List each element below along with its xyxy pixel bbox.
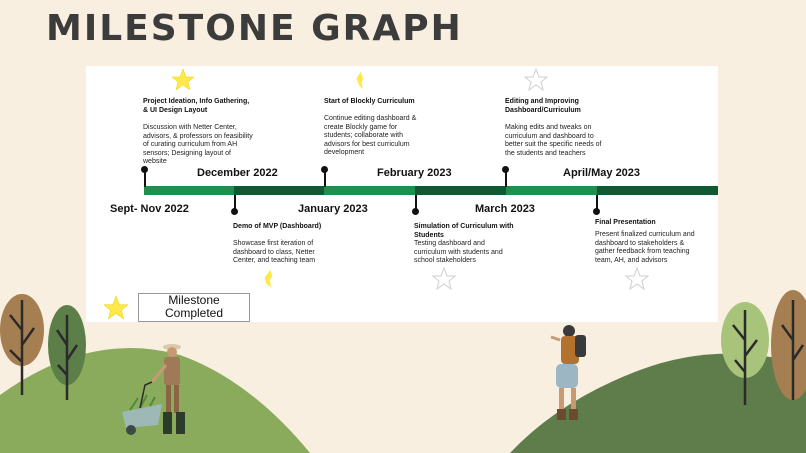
marker-stem [415, 195, 417, 209]
milestone-description: Present finalized curriculum and dashboard to stakeholders & gather feedback from teaching team, AH, and advisors [595, 231, 695, 264]
milestone-heading: Simulation of Curriculum with Students [414, 223, 514, 239]
milestone-description: Testing dashboard and curriculum with students and school stakeholders [414, 240, 503, 264]
milestone-description: Discussion with Netter Center, advisors, & professors on feasibility of curating curriculum from AH sensors; Designing layout of website [143, 124, 253, 165]
right-hill [510, 354, 806, 453]
star-icon [625, 267, 649, 291]
timeline-segment [234, 186, 324, 195]
date-label: March 2023 [475, 203, 535, 215]
milestone-marker [593, 208, 600, 215]
timeline-segment [144, 186, 234, 195]
milestone-description: Showcase first iteration of dashboard to class, Netter Center, and teaching team [233, 240, 316, 264]
milestone-heading: Project Ideation, Info Gathering, & UI Design Layout [143, 98, 250, 114]
legend-label: Milestone Completed [138, 293, 250, 322]
legend-star-icon [103, 295, 129, 321]
marker-stem [234, 195, 236, 209]
timeline-segment [324, 186, 415, 195]
milestone-heading: Demo of MVP (Dashboard) [233, 223, 322, 230]
marker-stem [144, 170, 146, 187]
timeline-segment [597, 186, 718, 195]
milestone-marker [412, 208, 419, 215]
page-title: MILESTONE GRAPH [46, 8, 463, 49]
date-label: April/May 2023 [563, 167, 641, 179]
star-icon [349, 71, 369, 91]
star-icon [258, 269, 278, 289]
star-icon [171, 68, 195, 92]
star-icon [524, 68, 548, 92]
date-label: January 2023 [298, 203, 368, 215]
milestone-heading: Editing and Improving Dashboard/Curriculum [505, 98, 581, 114]
timeline-segment [506, 186, 597, 195]
marker-stem [324, 170, 326, 187]
milestone-description: Making edits and tweaks on curriculum and dashboard to better suit the specific needs of the students and teachers [505, 124, 602, 157]
milestone-heading: Final Presentation [595, 219, 656, 226]
left-hill [0, 348, 310, 453]
milestone-marker [231, 208, 238, 215]
star-icon [432, 267, 456, 291]
timeline-bar [144, 186, 718, 195]
marker-stem [505, 170, 507, 187]
milestone-description: Continue editing dashboard & create Blockly game for students; collaborate with advisors for best curriculum development [324, 115, 417, 156]
date-label: December 2022 [197, 167, 278, 179]
date-label: Sept- Nov 2022 [110, 203, 189, 215]
timeline-segment [415, 186, 506, 195]
marker-stem [596, 195, 598, 209]
milestone-heading: Start of Blockly Curriculum [324, 98, 415, 105]
date-label: February 2023 [377, 167, 452, 179]
